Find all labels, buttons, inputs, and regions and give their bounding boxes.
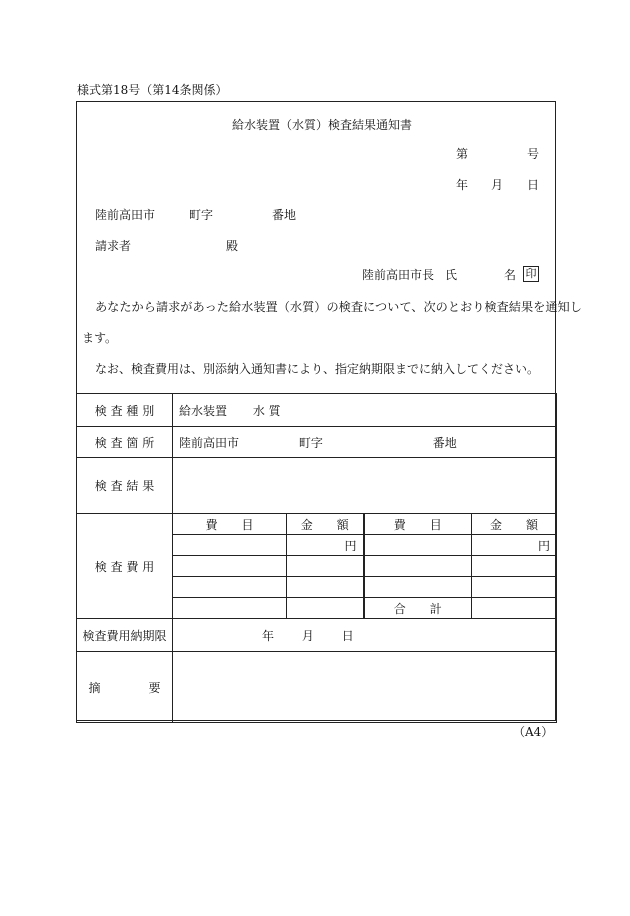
seal-mark: 印 (523, 266, 539, 282)
place-city: 陸前高田市 (179, 435, 240, 450)
table-row (77, 652, 557, 723)
date-day: 日 (527, 178, 540, 192)
paper-size-note: （A4） (513, 725, 554, 739)
requester-label: 請求者 (95, 239, 132, 253)
body-line-3: なお、検査費用は、別添納入通知書により、指定納期限までに納入してください。 (95, 362, 540, 376)
fee-item-cell (364, 577, 472, 598)
fee-item-cell (364, 535, 472, 556)
fee-amount-header-2: 金 額 (472, 514, 557, 535)
table-row (77, 394, 557, 427)
kind-value-1: 給水装置 (179, 403, 228, 418)
fee-item-header-1: 費 目 (173, 514, 287, 535)
fee-amount-cell (472, 556, 557, 577)
table-row (77, 458, 557, 514)
place-value (173, 427, 557, 458)
body-line-1: あなたから請求があった給水装置（水質）の検査について、次のとおり検査結果を通知し (95, 300, 582, 314)
fee-amount-cell (287, 556, 364, 577)
fee-amount-header-1: 金 額 (287, 514, 364, 535)
result-label: 検 査 結 果 (77, 458, 173, 514)
issuer-title: 陸前高田市長 (362, 268, 435, 282)
number-dai: 第 (456, 147, 469, 161)
address-banchi: 番地 (272, 208, 297, 222)
table-row (77, 619, 557, 652)
address-cho: 町字 (189, 208, 214, 222)
fee-amount-cell (287, 598, 364, 619)
due-month: 月 (301, 628, 314, 643)
date-month: 月 (491, 178, 504, 192)
kind-value-2: 水 質 (252, 403, 281, 418)
place-banchi: 番地 (432, 435, 457, 450)
issuer-shi: 氏 (445, 268, 458, 282)
issuer-mei: 名 (504, 268, 517, 282)
place-cho: 町字 (298, 435, 323, 450)
fee-item-cell (173, 598, 287, 619)
number-go: 号 (527, 147, 540, 161)
table-row (77, 427, 557, 458)
body-line-2: ます。 (82, 331, 118, 345)
fee-item-header-2: 費 目 (364, 514, 472, 535)
kind-label: 検 査 種 別 (77, 394, 173, 427)
fee-amount-yen-1: 円 (287, 535, 364, 556)
fee-amount-cell (472, 577, 557, 598)
document-title: 給水装置（水質）検査結果通知書 (232, 118, 413, 132)
form-header: 様式第18号（第14条関係） (77, 83, 228, 97)
place-label: 検 査 箇 所 (77, 427, 173, 458)
fee-item-cell (173, 577, 287, 598)
fee-amount-cell (287, 577, 364, 598)
fee-item-cell (173, 556, 287, 577)
kind-value (173, 394, 557, 427)
fee-amount-yen-2: 円 (472, 535, 557, 556)
due-day: 日 (341, 628, 354, 643)
address-city: 陸前高田市 (95, 208, 156, 222)
inspection-table (76, 393, 557, 723)
fee-item-cell (173, 535, 287, 556)
due-label: 検査費用納期限 (77, 619, 173, 652)
table-row (77, 514, 557, 535)
fee-item-cell (364, 556, 472, 577)
result-value (173, 458, 557, 514)
due-year: 年 (262, 628, 275, 643)
fee-label: 検 査 費 用 (77, 514, 173, 619)
fee-total-amount (472, 598, 557, 619)
remarks-value (173, 652, 557, 723)
date-year: 年 (456, 178, 469, 192)
due-value (173, 619, 557, 652)
requester-dono: 殿 (226, 239, 239, 253)
remarks-label: 摘 要 (77, 652, 173, 723)
fee-total-label: 合 計 (364, 598, 472, 619)
